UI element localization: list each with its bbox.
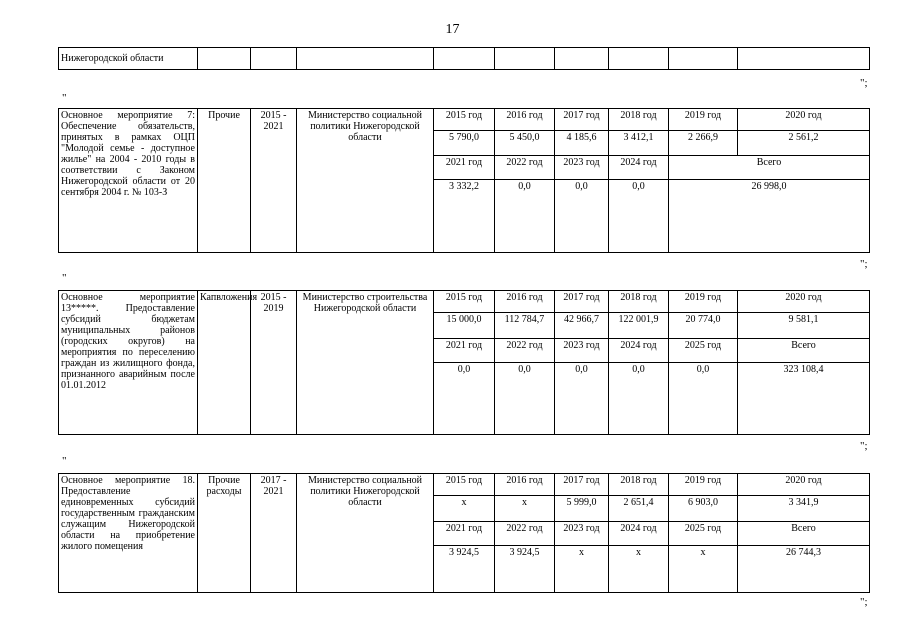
- year-header: 2015 год: [434, 474, 495, 496]
- value-cell: 112 784,7: [495, 313, 555, 339]
- entry-period: 2015 - 2019: [251, 291, 297, 435]
- value-cell: 2 561,2: [738, 131, 870, 156]
- closing-quote: ";: [860, 258, 868, 270]
- value-cell: 5 790,0: [434, 131, 495, 156]
- value-cell: 0,0: [434, 363, 495, 435]
- year-header: 2022 год: [495, 522, 555, 546]
- top-table: [58, 47, 870, 70]
- entry-table-18: [58, 473, 870, 593]
- total-value: 26 998,0: [669, 180, 870, 253]
- year-header: 2018 год: [609, 291, 669, 313]
- year-header: 2020 год: [738, 474, 870, 496]
- value-cell: 0,0: [555, 180, 609, 253]
- year-header: 2017 год: [555, 474, 609, 496]
- year-header: 2016 год: [495, 291, 555, 313]
- total-header: Всего: [738, 522, 870, 546]
- value-cell: х: [434, 496, 495, 522]
- entry-table-7: [58, 108, 870, 253]
- year-header: 2018 год: [609, 474, 669, 496]
- entry-category: Прочие: [198, 109, 251, 253]
- entry-table-13: [58, 290, 870, 435]
- closing-quote: ";: [860, 440, 868, 452]
- value-cell: 2 266,9: [669, 131, 738, 156]
- entry-executor: Министерство социальной политики Нижегородской области: [297, 109, 434, 253]
- value-cell: 4 185,6: [555, 131, 609, 156]
- year-header: 2023 год: [555, 339, 609, 363]
- year-header: 2023 год: [555, 156, 609, 180]
- year-header: 2021 год: [434, 156, 495, 180]
- value-cell: 0,0: [495, 180, 555, 253]
- year-header: 2021 год: [434, 522, 495, 546]
- year-header: 2017 год: [555, 109, 609, 131]
- value-cell: 9 581,1: [738, 313, 870, 339]
- value-cell: 5 999,0: [555, 496, 609, 522]
- value-cell: 5 450,0: [495, 131, 555, 156]
- value-cell: х: [495, 496, 555, 522]
- entry-period: 2015 - 2021: [251, 109, 297, 253]
- year-header: 2024 год: [609, 522, 669, 546]
- year-header: 2022 год: [495, 339, 555, 363]
- value-cell: 42 966,7: [555, 313, 609, 339]
- total-value: 26 744,3: [738, 546, 870, 593]
- value-cell: 0,0: [555, 363, 609, 435]
- value-cell: 3 412,1: [609, 131, 669, 156]
- opening-quote: ": [62, 92, 67, 104]
- entry-executor: Министерство строительства Нижегородской области: [297, 291, 434, 435]
- year-header: 2023 год: [555, 522, 609, 546]
- opening-quote: ": [62, 455, 67, 467]
- year-header: 2021 год: [434, 339, 495, 363]
- value-cell: 0,0: [609, 363, 669, 435]
- year-header: 2019 год: [669, 291, 738, 313]
- entry-executor: Министерство социальной политики Нижегородской области: [297, 474, 434, 593]
- year-header: 2020 год: [738, 109, 870, 131]
- closing-quote: ";: [860, 77, 868, 89]
- value-cell: 6 903,0: [669, 496, 738, 522]
- value-cell: х: [555, 546, 609, 593]
- value-cell: 3 341,9: [738, 496, 870, 522]
- entry-description: Основное мероприятие 13*****. Предоставление субсидий бюджетам муниципальных районов (городских округов) на мероприятия по переселению граждан из жилищного фонда, признанного аварийным после 01.01.2012: [59, 291, 198, 435]
- year-header: 2020 год: [738, 291, 870, 313]
- year-header: 2015 год: [434, 109, 495, 131]
- year-header: 2025 год: [669, 522, 738, 546]
- value-cell: 122 001,9: [609, 313, 669, 339]
- value-cell: 20 774,0: [669, 313, 738, 339]
- entry-description: Основное мероприятие 7: Обеспечение обязательств, принятых в рамках ОЦП "Молодой семье - доступное жилье" на 2004 - 2010 годы в соответствии с Законом Нижегородской области от 20 сентября 2004 г. № 103-З: [59, 109, 198, 253]
- year-header: 2016 год: [495, 109, 555, 131]
- year-header: 2024 год: [609, 339, 669, 363]
- value-cell: 3 924,5: [495, 546, 555, 593]
- entry-category: Прочие расходы: [198, 474, 251, 593]
- value-cell: 3 924,5: [434, 546, 495, 593]
- total-header: Всего: [738, 339, 870, 363]
- total-header: Всего: [669, 156, 870, 180]
- year-header: 2024 год: [609, 156, 669, 180]
- value-cell: 3 332,2: [434, 180, 495, 253]
- year-header: 2022 год: [495, 156, 555, 180]
- entry-category: Капвложения: [198, 291, 251, 435]
- year-header: 2025 год: [669, 339, 738, 363]
- value-cell: 0,0: [669, 363, 738, 435]
- year-header: 2019 год: [669, 109, 738, 131]
- value-cell: 0,0: [495, 363, 555, 435]
- entry-period: 2017 - 2021: [251, 474, 297, 593]
- top-row-description: Нижегородской области: [59, 48, 198, 70]
- value-cell: 0,0: [609, 180, 669, 253]
- opening-quote: ": [62, 272, 67, 284]
- closing-quote: ";: [860, 596, 868, 608]
- year-header: 2015 год: [434, 291, 495, 313]
- year-header: 2016 год: [495, 474, 555, 496]
- value-cell: 15 000,0: [434, 313, 495, 339]
- year-header: 2018 год: [609, 109, 669, 131]
- year-header: 2017 год: [555, 291, 609, 313]
- value-cell: х: [609, 546, 669, 593]
- page-number: 17: [445, 22, 460, 37]
- entry-description: Основное мероприятие 18. Предоставление единовременных субсидий государственным гражданским служащим Нижегородской области на приобретение жилого помещения: [59, 474, 198, 593]
- value-cell: х: [669, 546, 738, 593]
- total-value: 323 108,4: [738, 363, 870, 435]
- value-cell: 2 651,4: [609, 496, 669, 522]
- year-header: 2019 год: [669, 474, 738, 496]
